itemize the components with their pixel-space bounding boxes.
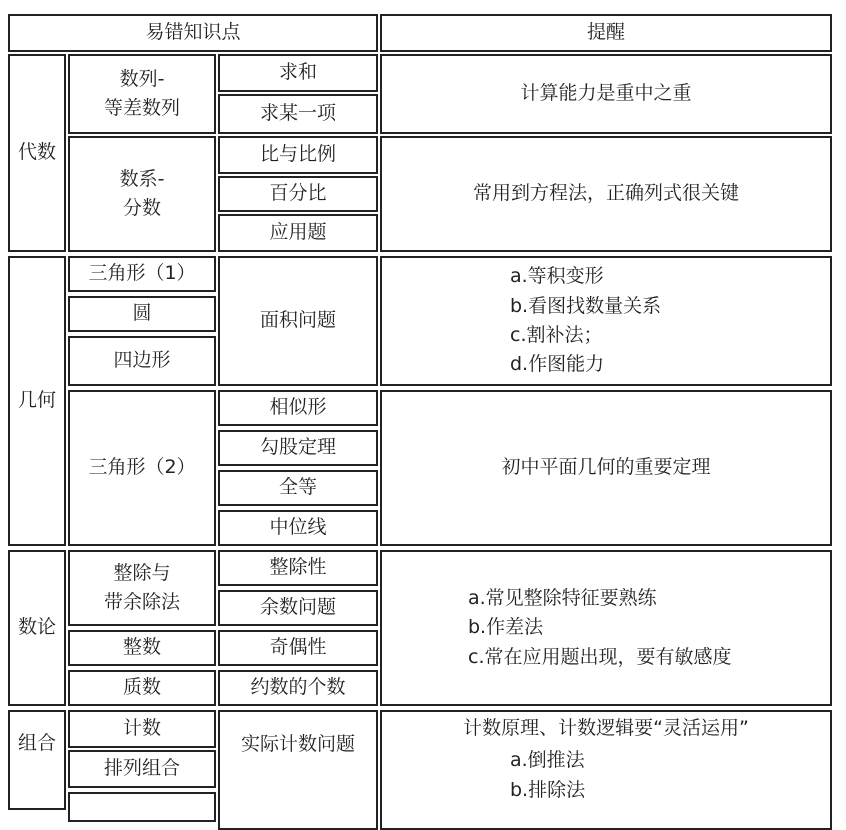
header-topics [8,14,378,52]
topic-line: 等差数列 [103,97,180,119]
subtopic-sum [218,54,378,92]
subtopic-divisor-count [218,670,378,706]
topic-line: 带余除法 [103,591,180,613]
category-geometry-label: 几何 [17,389,56,412]
subtopic-midline [218,510,378,546]
topic-prime [68,670,216,706]
subtopic-practical-counting [218,710,378,830]
tip-line: a.常见整除特征要熟练 [468,586,657,609]
topic-fraction [68,136,216,252]
tip-sequence [380,54,832,134]
topic-label: 排列组合 [103,757,180,780]
tip-line: b.排除法 [510,779,586,801]
tip-label: 初中平面几何的重要定理 [501,456,711,479]
topic-sequence [68,54,216,134]
category-algebra [8,54,66,252]
subtopic-label: 全等 [278,476,317,499]
category-number-theory [8,550,66,706]
subtopic-label: 应用题 [269,221,327,244]
shape-label: 圆 [132,302,152,325]
subtopic-pythagorean [218,430,378,466]
topic-triangle-2 [68,390,216,546]
subtopic-term [218,94,378,134]
tip-line: d.作图能力 [510,353,605,376]
shape-circle [68,296,216,332]
tip-fraction [380,136,832,252]
topic-counting [68,710,216,748]
subtopic-label: 余数问题 [259,596,336,619]
subtopic-label: 比与比例 [259,143,336,166]
topic-line: 数系- [119,167,165,190]
subtopic-label: 面积问题 [259,309,336,332]
topic-permutation [68,750,216,788]
subtopic-similar [218,390,378,426]
tip-line: c.常在应用题出现，要有敏感度 [468,645,732,668]
shape-label: 四边形 [113,349,171,372]
subtopic-ratio [218,136,378,174]
subtopic-remainder [218,590,378,626]
topic-label: 计数 [122,717,161,740]
topic-label: 整数 [122,636,161,659]
subtopic-label: 整除性 [269,556,327,579]
category-algebra-label: 代数 [17,141,56,164]
topic-line: 数列- [119,67,165,90]
tip-triangle-2 [380,390,832,546]
topic-integer [68,630,216,666]
topic-line: 分数 [122,197,161,219]
tip-line: c.割补法； [510,324,603,346]
subtopic-label: 实际计数问题 [240,733,355,756]
tip-line: a.等积变形 [510,265,604,288]
tip-number-theory [380,550,832,706]
shape-triangle-1 [68,256,216,292]
tip-line: a.倒推法 [510,749,585,771]
topic-label: 三角形（2） [88,456,196,479]
subtopic-word-problem [218,214,378,252]
shape-label: 三角形（1） [88,262,196,285]
subtopic-label: 求某一项 [259,102,336,125]
tip-line: b.看图找数量关系 [510,294,662,317]
tip-label: 常用到方程法，正确列式很关键 [472,182,739,205]
subtopic-congruent [218,470,378,506]
tip-area [380,256,832,386]
shape-quadrilateral [68,336,216,386]
subtopic-label: 中位线 [269,516,327,539]
subtopic-label: 求和 [278,61,317,84]
category-geometry [8,256,66,546]
subtopic-area [218,256,378,386]
topic-cut-off [68,792,216,822]
subtopic-divisibility [218,550,378,586]
topic-label: 质数 [122,676,161,699]
topic-line: 整除与 [113,561,171,584]
category-combinatorics [8,710,66,810]
tip-line: b.作差法 [468,616,544,639]
subtopic-percent [218,176,378,212]
topic-divisibility [68,550,216,626]
subtopic-label: 百分比 [269,182,327,205]
subtopic-label: 勾股定理 [259,436,336,459]
subtopic-label: 奇偶性 [269,636,327,659]
category-number-theory-label: 数论 [17,616,56,639]
tip-label: 计算能力是重中之重 [520,82,692,105]
tip-title: 计数原理、计数逻辑要“灵活运用” [463,717,749,739]
subtopic-label: 相似形 [269,396,327,419]
header-tips-label: 提醒 [586,21,625,44]
subtopic-label: 约数的个数 [250,676,346,699]
header-tips [380,14,832,52]
header-topics-label: 易错知识点 [145,21,241,44]
category-combinatorics-label: 组合 [17,732,56,755]
subtopic-parity [218,630,378,666]
tip-combinatorics [380,710,832,830]
